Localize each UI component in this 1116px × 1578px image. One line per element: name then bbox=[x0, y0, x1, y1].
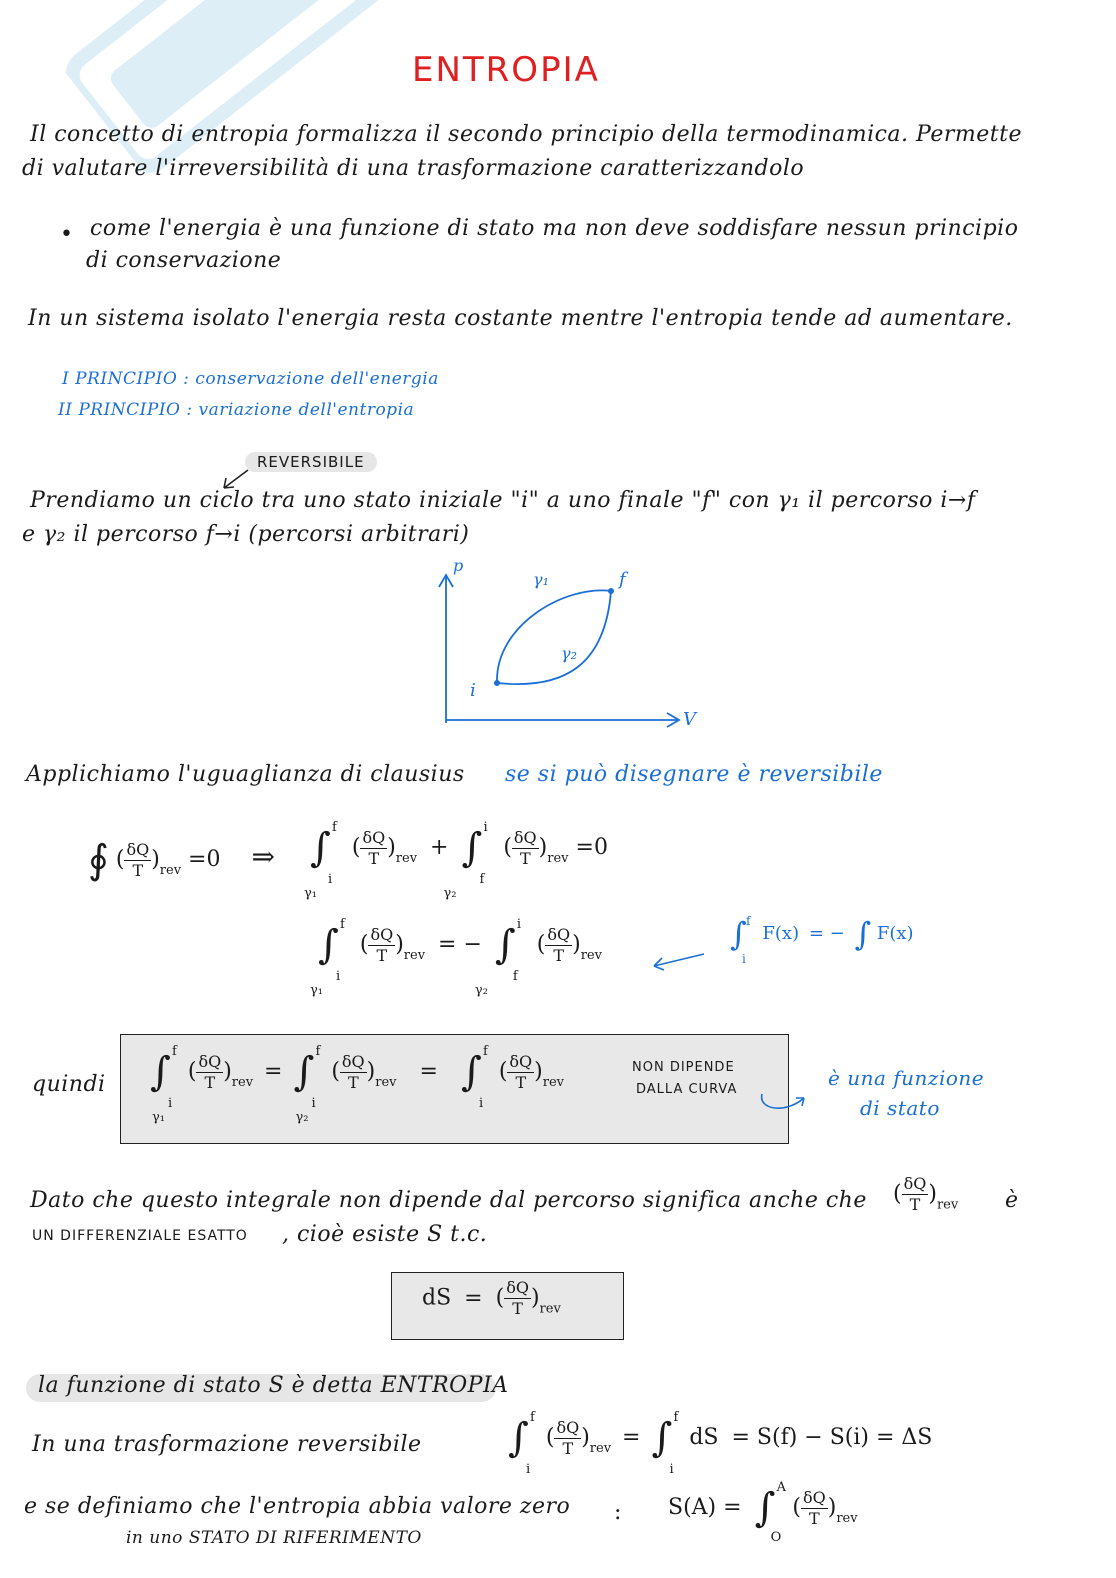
path-gamma1-curve bbox=[497, 590, 611, 683]
side-note-identity: ∫ f i F(x) = − ∫ F(x) bbox=[730, 914, 914, 966]
quindi-label: quindi bbox=[32, 1072, 106, 1097]
state-function-equation: ∫ f i γ₁ ( $\frac{\delta Q}{T}$ )$_{rev}$ = ∫ f i γ₂ ( $\frac{\delta Q}{T}$ )$_{rev}$ = ∫ f i ( $\frac{\delta Q}{T}$ )$_{rev}$ bbox=[150, 1044, 565, 1125]
entropy-definition: la funzione di stato S è detta ENTROPIA bbox=[38, 1373, 509, 1398]
clausius-text: Applichiamo l'uguaglianza di clausius bbox=[26, 762, 465, 787]
pv-axes bbox=[439, 575, 679, 727]
intro-line-1: Il concetto di entropia formalizza il secondo principio della termodinamica. Permette bbox=[30, 122, 1022, 147]
point-i-label: i bbox=[470, 680, 476, 701]
pv-diagram bbox=[425, 555, 725, 735]
cycle-line-1: Prendiamo un ciclo tra uno stato iniziale "i" a uno finale "f" con γ₁ il percorso i→f bbox=[30, 488, 976, 513]
equation-reversed-integral: ∫ f i γ₁ ( $\frac{\delta Q}{T}$ )$_{rev}$ = − ∫ i f γ₂ ( $\frac{\delta Q}{T}$ )$_{rev}$ bbox=[310, 917, 602, 998]
path-gamma1-label: γ₁ bbox=[533, 570, 549, 589]
bullet-dot: • bbox=[60, 222, 73, 247]
exact-fraction: ( $\frac{\delta Q}{T}$ )$_{rev}$ bbox=[893, 1174, 959, 1214]
box-note-line-2: DALLA CURVA bbox=[636, 1082, 738, 1097]
path-gamma2-curve bbox=[497, 591, 611, 684]
point-f-label: f bbox=[619, 569, 626, 590]
point-i-dot bbox=[494, 680, 500, 686]
axis-p-label: p bbox=[453, 556, 464, 575]
point-f-dot bbox=[608, 588, 614, 594]
state-function-note-1: è una funzione bbox=[828, 1066, 985, 1090]
path-gamma2-label: γ₂ bbox=[561, 644, 577, 663]
page-title: ENTROPIA bbox=[412, 50, 600, 90]
entropy-reference-equation: S(A) = ∫ A O ( $\frac{\delta Q}{T}$ )$_{rev}$ bbox=[668, 1480, 858, 1545]
first-principle: I PRINCIPIO : conservazione dell'energia bbox=[62, 369, 439, 389]
second-principle: II PRINCIPIO : variazione dell'entropia bbox=[58, 400, 415, 420]
reference-line-2: in uno STATO DI RIFERIMENTO bbox=[126, 1528, 422, 1548]
bullet-line-1: come l'energia è una funzione di stato ma non deve soddisfare nessun principio bbox=[90, 216, 1019, 241]
isolated-system-text: In un sistema isolato l'energia resta costante mentre l'entropia tende ad aumentare. bbox=[28, 306, 1013, 331]
entropy-change-equation: ∫ f i ( $\frac{\delta Q}{T}$ )$_{rev}$ = ∫ f i dS = S(f) − S(i) = ΔS bbox=[508, 1410, 933, 1477]
exact-line-1: Dato che questo integrale non dipende dal percorso significa anche che bbox=[30, 1188, 867, 1213]
reference-colon: : bbox=[614, 1500, 622, 1525]
reference-line-1: e se definiamo che l'entropia abbia valore zero bbox=[24, 1494, 571, 1519]
exact-differential-caps: UN DIFFERENZIALE ESATTO bbox=[32, 1228, 248, 1244]
cycle-line-2: e γ₂ il percorso f→i (percorsi arbitrari) bbox=[22, 522, 470, 547]
bullet-line-2: di conservazione bbox=[86, 248, 282, 273]
intro-line-2: di valutare l'irreversibilità di una trasformazione caratterizzandolo bbox=[22, 156, 805, 181]
equation-closed-integral: ∮ ( $\frac{\delta Q}{T}$ )$_{rev} =0$ ⇒ bbox=[88, 837, 275, 883]
state-function-arrow-icon bbox=[756, 1090, 812, 1116]
state-function-note-2: di stato bbox=[860, 1096, 940, 1120]
clausius-note: se si può disegnare è reversibile bbox=[505, 762, 883, 787]
ds-definition-equation: dS = ( $\frac{\delta Q}{T}$ )$_{rev}$ bbox=[422, 1278, 561, 1318]
equation-split-integrals: ∫ f i γ₁ ( $\frac{\delta Q}{T}$ )$_{rev}$ + ∫ i f γ₂ ( $\frac{\delta Q}{T}$ )$_{rev} =0$ bbox=[304, 820, 608, 901]
box-note-line-1: NON DIPENDE bbox=[632, 1060, 735, 1075]
exact-line-2-rest: , cioè esiste S t.c. bbox=[282, 1222, 488, 1247]
reversible-transformation-text: In una trasformazione reversibile bbox=[32, 1432, 422, 1457]
reversible-tag: REVERSIBILE bbox=[245, 452, 377, 472]
axis-v-label: V bbox=[683, 709, 696, 730]
side-note-arrow-icon bbox=[648, 948, 708, 972]
exact-line-1-end: è bbox=[1005, 1188, 1019, 1213]
